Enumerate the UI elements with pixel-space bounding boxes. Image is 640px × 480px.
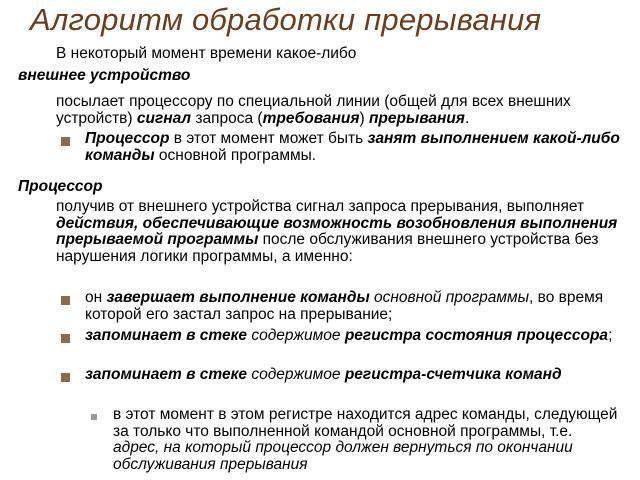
request-word: требования [262,109,360,127]
processor-text-b: действия, обеспечивающие возможность возобновления выполнения прерываемой программы [56,214,618,248]
intro-text-c: запроса ( [191,109,263,127]
bullet-1-c: занят выполнением какой-либо команды [85,130,620,164]
bullet-marker-4 [61,373,70,382]
bullet-2-c: основной программы [369,289,530,306]
bullet-3-d: ; [608,327,613,344]
interrupt-word: прерывания [368,109,465,127]
bullet-2-b: завершает выполнение команды [106,289,370,306]
sub-bullet-a: в этот момент в этом регистре находится адрес команды, следующей за только что выполненной командой основной программы, т.е. [113,406,618,440]
sub-bullet-b: адрес, на который процессор должен вернуться по окончании обслуживания прерывания [113,439,573,473]
bullet-4-b: содержимое [247,366,345,383]
bullet-2-d: , во время которой его застал запрос на прерывание; [85,289,604,323]
bullet-3 [85,328,622,345]
bullet-4 [85,367,622,384]
bullet-3-a: запоминает в стеке [85,327,248,344]
bullet-1-d: основной программы. [154,146,317,164]
bullet-2 [85,290,622,323]
intro-paragraph [56,94,622,127]
intro-text-a: посылает процессору по специальной линии (общей для всех внешних устройств) [56,93,571,127]
processor-text-c: после обслуживания внешнего устройства без нарушения логики программы, а именно: [56,231,599,265]
slide-title: Алгоритм обработки прерывания [30,2,542,37]
bullet-1-a: Процессор [85,130,170,147]
sub-bullet-marker [91,414,97,420]
intro-line-1: В некоторый момент времени какое-либо [56,45,357,62]
sub-bullet [113,407,622,473]
bullet-1 [85,131,622,164]
processor-label: Процессор [18,178,103,195]
bullet-3-b: содержимое [247,327,345,344]
signal-word: сигнал [136,109,192,127]
bullet-4-c: регистра-счетчика команд [344,366,562,383]
intro-text-g: . [464,109,470,127]
bullet-marker-2 [61,296,70,305]
processor-text-a: получив от внешнего устройства сигнал запроса прерывания, выполняет [56,198,585,215]
bullet-1-b: в этот момент может быть [169,130,368,147]
bullet-marker-3 [61,334,70,343]
processor-paragraph [56,199,622,265]
bullet-4-a: запоминает в стеке [85,366,248,383]
intro-text-e: ) [359,109,369,127]
external-device-label: внешнее устройство [18,67,191,84]
bullet-3-c: регистра состояния процессора [344,327,609,344]
bullet-2-a: он [85,289,107,306]
bullet-marker-1 [61,137,70,146]
